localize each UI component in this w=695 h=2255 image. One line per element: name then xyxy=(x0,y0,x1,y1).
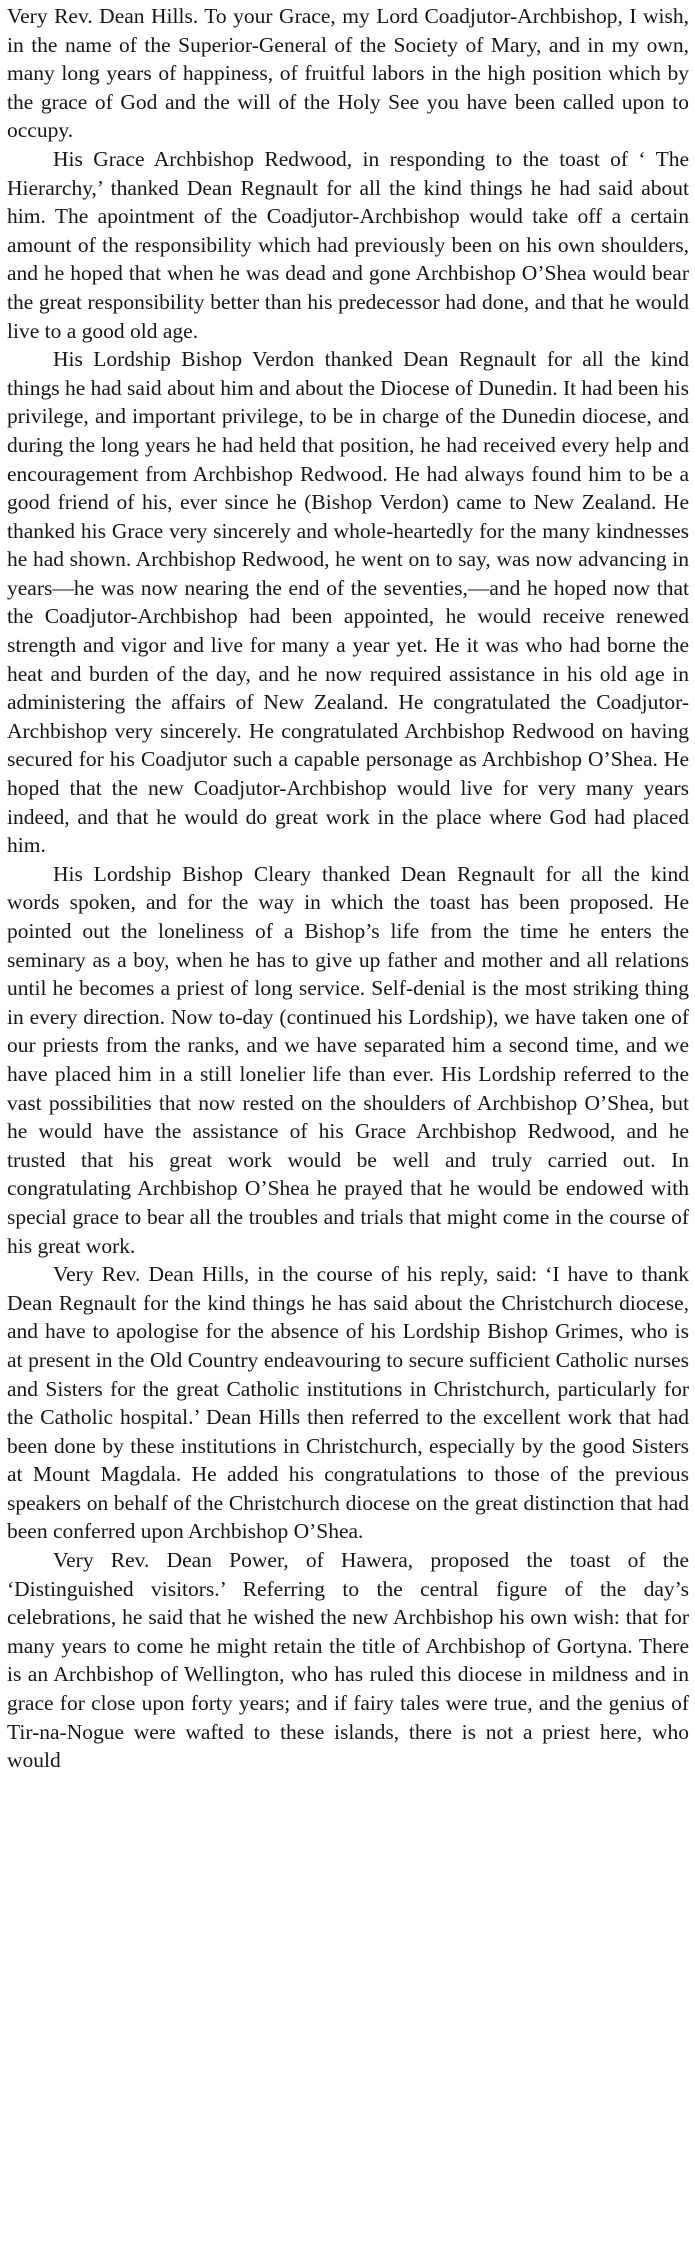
paragraph-dean-hills-greeting: Very Rev. Dean Hills. To your Grace, my Lord Coadjutor-Archbishop, I wish, in the name of the Superior-General of the Society of Mary, and in my own, many long years of happiness, of fruitful labors in the high position which by the grace of God and the will of the Holy See you have been called upon to occupy. xyxy=(7,4,689,143)
paragraph-bishop-cleary-response: His Lordship Bishop Cleary thanked Dean Regnault for all the kind words spoken, and for the way in which the toast has been proposed. He pointed out the loneliness of a Bishop’s life from the time he enters the seminary as a boy, when he has to give up father and mother and all relations until he becomes a priest of long service. Self-denial is the most striking thing in every direction. Now to-day (continued his Lordship), we have taken one of our priests from the ranks, and we have separated him a second time, and we have placed him in a still lonelier life than ever. His Lordship referred to the vast possibilities that now rested on the shoulders of Archbishop O’Shea, but he would have the assistance of his Grace Archbishop Redwood, and he trusted that his great work would be well and truly carried out. In congratulating Archbishop O’Shea he prayed that he would be endowed with special grace to bear all the troubles and trials that might come in the course of his great work. xyxy=(7,861,689,1258)
paragraph-bishop-verdon-response: His Lordship Bishop Verdon thanked Dean Regnault for all the kind things he had said about him and about the Diocese of Dunedin. It had been his privilege, and important privilege, to be in charge of the Dunedin diocese, and during the long years he had held that position, he had received every help and encouragement from Archbishop Redwood. He had always found him to be a good friend of his, ever since he (Bishop Verdon) came to New Zealand. He thanked his Grace very sincerely and whole-heartedly for the many kindnesses he had shown. Archbishop Redwood, he went on to say, was now advancing in years—he was now nearing the end of the seventies,—and he hoped now that the Coadjutor-Archbishop had been appointed, he would receive renewed strength and vigor and live for many a year yet. He it was who had borne the heat and burden of the day, and he now required assistance in his old age in administering the affairs of New Zealand. He congratulated the Coadjutor-Archbishop very sincerely. He congratulated Archbishop Redwood on having secured for his Coadjutor such a capable personage as Archbishop O’Shea. He hoped that the new Coadjutor-Archbishop would live for very many years indeed, and that he would do great work in the place where God had placed him. xyxy=(7,347,689,858)
paragraph-dean-power-toast: Very Rev. Dean Power, of Hawera, proposed the toast of the ‘Distinguished visitors.’ Referring to the central figure of the day’s celebrations, he said that he wished the new Archbishop his own wish: that for many years to come he might retain the title of Archbishop of Gortyna. There is an Archbishop of Wellington, who has ruled this diocese in mildness and in grace for close upon forty years; and if fairy tales were true, and the genius of Tir-na-Nogue were wafted to these islands, there is not a priest here, who would xyxy=(7,1548,689,1773)
paragraph-archbishop-redwood-response: His Grace Archbishop Redwood, in responding to the toast of ‘ The Hierarchy,’ thanked Dean Regnault for all the kind things he had said about him. The apointment of the Coadjutor-Archbishop would take off a certain amount of the responsibility which had previously been on his own shoulders, and he hoped that when he was dead and gone Archbishop O’Shea would bear the great responsibility better than his predecessor had done, and that he would live to a good old age. xyxy=(7,146,689,343)
paragraph-dean-hills-reply: Very Rev. Dean Hills, in the course of his reply, said: ‘I have to thank Dean Regnault for the kind things he has said about the Christchurch diocese, and have to apologise for the absence of his Lordship Bishop Grimes, who is at present in the Old Country endeavouring to secure sufficient Catholic nurses and Sisters for the great Catholic institutions in Christchurch, particularly for the Catholic hospital.’ Dean Hills then referred to the excellent work that had been done by these institutions in Christchurch, especially by the good Sisters at Mount Magdala. He added his congratulations to those of the previous speakers on behalf of the Christchurch diocese on the great distinction that had been conferred upon Archbishop O’Shea. xyxy=(7,1262,689,1544)
